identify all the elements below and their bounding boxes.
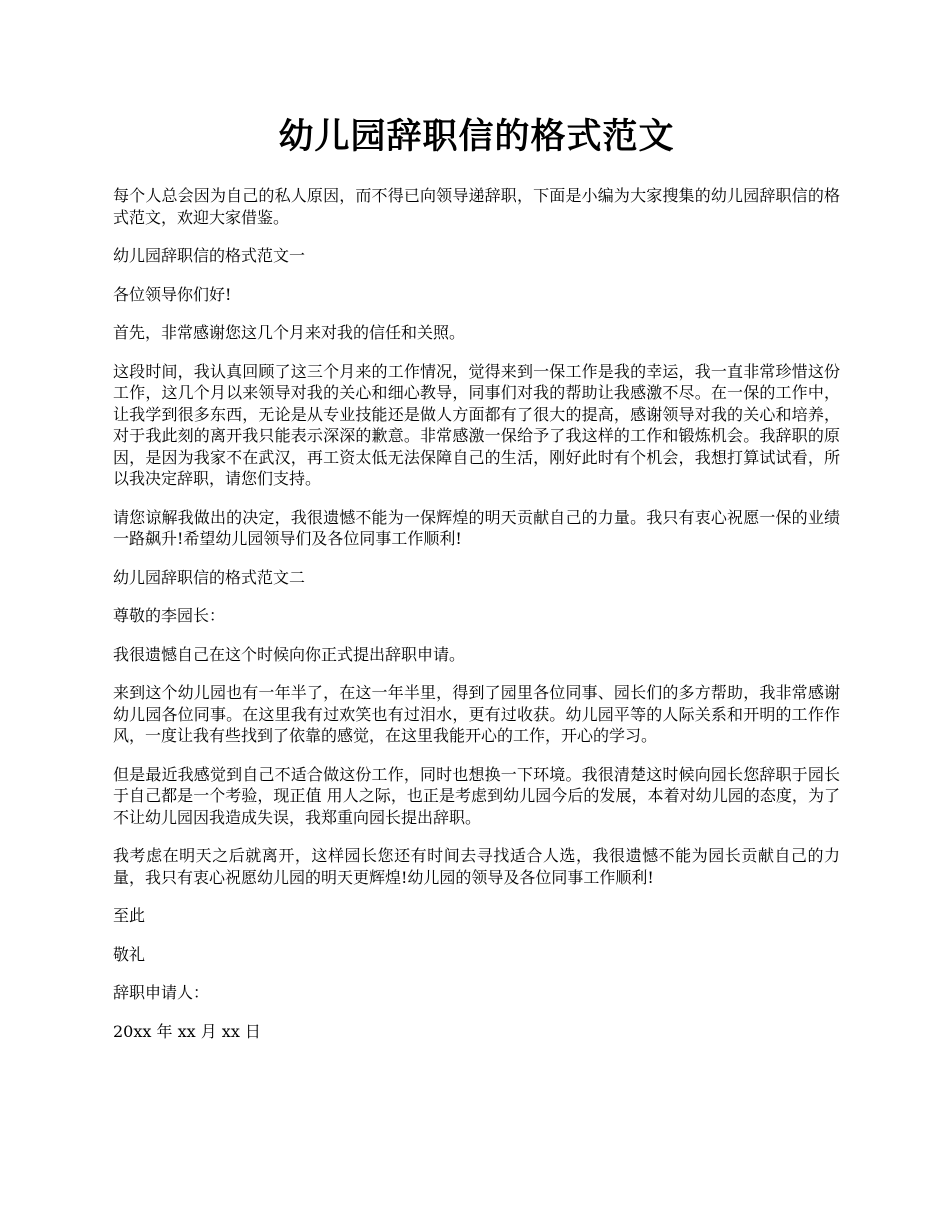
body-paragraph: 首先，非常感谢您这几个月来对我的信任和关照。 [113, 323, 466, 342]
section-heading-one: 幼儿园辞职信的格式范文一 [113, 246, 306, 265]
document-page [113, 112, 840, 1059]
body-paragraph: 这段时间，我认真回顾了这三个月来的工作情况，觉得来到一保工作是我的幸运，我一直非常珍惜这份工作，这几个月以来领导对我的关心和细心教导，同事们对我的帮助让我感激不尽。在一保的工作中，让我学到很多东西，无论是从专业技能还是做人方面都有了很大的提高，感谢领导对我的关心和培养，对于我此刻的离开我只能表示深深的歉意。非常感激一保给予了我这样的工作和锻炼机会。我辞职的原因，是因为我家不在武汉，再工资太低无法保障自己的生活，刚好此时有个机会，我想打算试试看，所以我决定辞职，请您们支持。 [113, 361, 840, 488]
body-paragraph: 但是最近我感觉到自己不适合做这份工作，同时也想换一下环境。我很清楚这时候向园长您辞职于园长于自己都是一个考验，现正值 用人之际，也正是考虑到幼儿园今后的发展，本着对幼儿园的态度，为了不让幼儿园因我造成失误，我郑重向园长提出辞职。 [113, 764, 840, 827]
body-paragraph: 请您谅解我做出的决定，我很遗憾不能为一保辉煌的明天贡献自己的力量。我只有衷心祝愿一保的业绩一路飙升!希望幼儿园领导们及各位同事工作顺利! [113, 507, 840, 548]
salutation: 敬礼 [113, 944, 146, 964]
closing-line: 至此 [113, 906, 146, 925]
body-paragraph: 来到这个幼儿园也有一年半了，在这一年半里，得到了园里各位同事、园长们的多方帮助，我非常感谢幼儿园各位同事。在这里我有过欢笑也有过泪水，更有过收获。幼儿园平等的人际关系和开明的工作作风，一度让我有些找到了依靠的感觉，在这里我能开心的工作，开心的学习。 [113, 683, 840, 745]
document-title: 幼儿园辞职信的格式范文 [278, 116, 675, 157]
greeting-one: 各位领导你们好! [113, 284, 232, 304]
body-paragraph: 我考虑在明天之后就离开，这样园长您还有时间去寻找适合人选，我很遗憾不能为园长贡献自己的力量，我只有衷心祝愿幼儿园的明天更辉煌!幼儿园的领导及各位同事工作顺利! [113, 846, 840, 887]
body-paragraph: 我很遗憾自己在这个时候向你正式提出辞职申请。 [113, 644, 466, 664]
greeting-two: 尊敬的李园长： [113, 606, 226, 625]
section-heading-two: 幼儿园辞职信的格式范文二 [113, 567, 306, 587]
date-line: 20xx 年 xx 月 xx 日 [113, 1021, 261, 1041]
intro-paragraph: 每个人总会因为自己的私人原因，而不得已向领导递辞职，下面是小编为大家搜集的幼儿园辞职信的格式范文，欢迎大家借鉴。 [113, 186, 840, 227]
signature-label: 辞职申请人： [113, 983, 210, 1002]
